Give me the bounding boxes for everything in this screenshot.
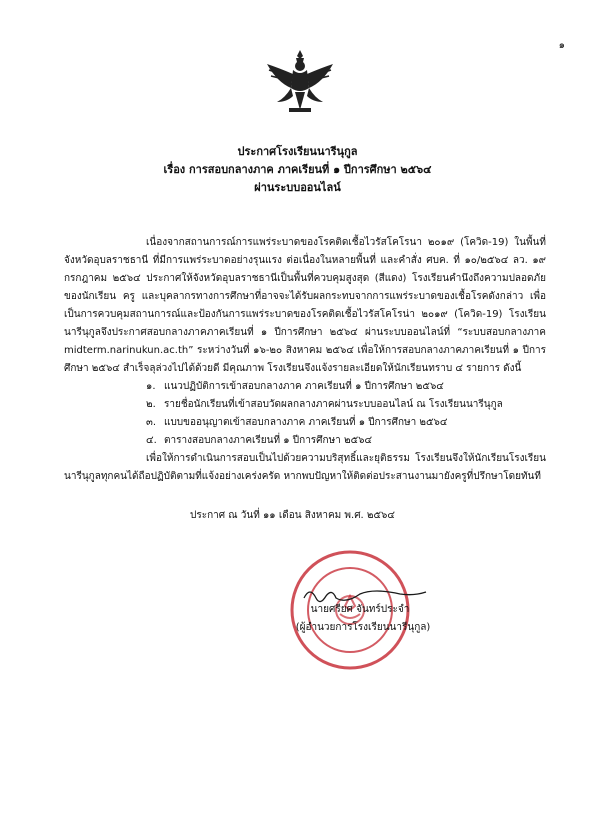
- list-item-text: รายชื่อนักเรียนที่เข้าสอบวัดผลกลางภาคผ่านระบบออนไลน์ ณ โรงเรียนนารีนุกูล: [164, 399, 503, 410]
- announcement-subject: เรื่อง การสอบกลางภาค ภาคเรียนที่ ๑ ปีการศึกษา ๒๕๖๔: [163, 163, 432, 176]
- list-item-number: ๑.: [146, 381, 156, 392]
- announcement-subtitle: ผ่านระบบออนไลน์: [254, 181, 341, 194]
- list-item: [64, 378, 546, 396]
- list-item: [64, 414, 546, 432]
- body-paragraph-1: เนื่องจากสถานการณ์การแพร่ระบาดของโรคติดเชื้อไวรัสโคโรนา ๒๐๑๙ (โควิด-19) ในพื้นที่จังหวัดอุบลราชธานี ที่มีการแพร่ระบาดอย่างรุนแรง ต่อเนื่องในหลายพื้นที่ และคำสั่ง ศบค. ที่ ๑๐/๒๕๖๔ ลว. ๑๙ กรกฎาคม ๒๕๖๔ ประกาศให้จังหวัดอุบลราชธานีเป็นพื้นที่ควบคุมสูงสุด (สีแดง) โรงเรียนคำนึงถึงความปลอดภัยของนักเรียน ครู และบุคลากรทางการศึกษาที่อาจจะได้รับผลกระทบจากการแพร่ระบาดของเชื้อโรคดังกล่าว เพื่อเป็นการควบคุมสถานการณ์และป้องกันการแพร่ระบาดของโรคติดเชื้อไวรัสโคโรน่า ๒๐๑๙ (โควิด-19) โรงเรียนนารีนุกูลจึงประกาศสอบกลางภาคภาคเรียนที่ ๑ ปีการศึกษา ๒๕๖๔ ผ่านระบบออนไลน์ที่ “ระบบสอบกลางภาค midterm.narinukun.ac.th” ระหว่างวันที่ ๑๖-๒๐ สิงหาคม ๒๕๖๔ เพื่อให้การสอบกลางภาคภาคเรียนที่ ๑ ปีการศึกษา ๒๕๖๔ สำเร็จลุล่วงไปได้ด้วยดี มีคุณภาพ โรงเรียนจึงแจ้งรายละเอียดให้นักเรียนทราบ ๔ รายการ ดังนี้: [64, 237, 546, 374]
- garuda-emblem-icon: [263, 46, 337, 118]
- list-item: [64, 432, 546, 450]
- list-item-number: ๔.: [146, 435, 157, 446]
- document-body: [64, 234, 546, 486]
- announcement-date: ประกาศ ณ วันที่ ๑๑ เดือน สิงหาคม พ.ศ. ๒๕๖๔: [190, 510, 395, 521]
- list-item: [64, 396, 546, 414]
- list-item-text: แบบขออนุญาตเข้าสอบกลางภาค ภาคเรียนที่ ๑ ปีการศึกษา ๒๕๖๔: [164, 417, 448, 428]
- signatory-name: นายศรียศ จันทร์ประจำ: [310, 604, 410, 615]
- item-list: [64, 378, 546, 450]
- announcement-title: ประกาศโรงเรียนนารีนุกูล: [237, 145, 358, 158]
- list-item-number: ๓.: [146, 417, 157, 428]
- list-item-number: ๒.: [146, 399, 156, 410]
- list-item-text: แนวปฏิบัติการเข้าสอบกลางภาค ภาคเรียนที่ ๑ ปีการศึกษา ๒๕๖๔: [164, 381, 444, 392]
- body-paragraph-2: เพื่อให้การดำเนินการสอบเป็นไปด้วยความบริสุทธิ์และยุติธรรม โรงเรียนจึงให้นักเรียนโรงเรียนนารีนุกูลทุกคนได้ถือปฏิบัติตามที่แจ้งอย่างเคร่งครัด หากพบปัญหาให้ติดต่อประสานงานมายังครูที่ปรึกษาโดยทันที: [64, 453, 546, 482]
- page-number: ๑: [558, 40, 565, 51]
- signatory-title: (ผู้อำนวยการโรงเรียนนารีนุกูล): [295, 622, 431, 633]
- list-item-text: ตารางสอบกลางภาคเรียนที่ ๑ ปีการศึกษา ๒๕๖๔: [164, 435, 373, 446]
- signature-scribble-icon: [300, 584, 430, 604]
